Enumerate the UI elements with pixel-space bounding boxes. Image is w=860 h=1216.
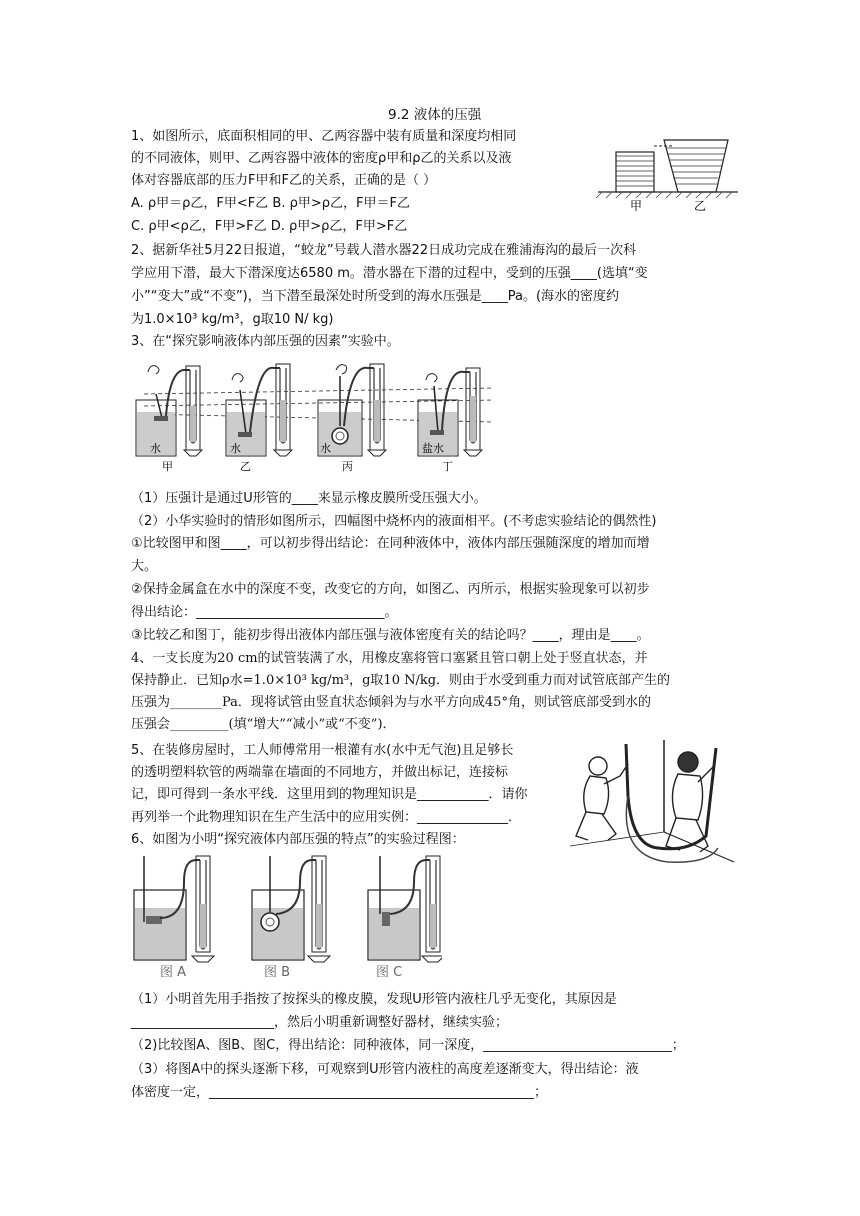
q6-sub-1: （1）小明首先用手指按了按探头的橡皮膜，发现U形管内液柱几乎无变化，其原因是 bbox=[131, 992, 617, 1007]
q2-line-4: 为1.0×10³ kg/m³，g取10 N/ kg) bbox=[131, 312, 334, 327]
gauge-label-ding: 丁 bbox=[442, 460, 453, 473]
q4-line-2: 保持静止．已知ρ水=1.0×10³ kg/m³，g取10 N/kg．则由于水受到重力而对试管底部产生的 bbox=[131, 673, 671, 688]
q2-line-2: 学应用下潜，最大下潜深度达6580 m。潜水器在下潜的过程中，受到的压强____(选填“变 bbox=[131, 266, 648, 281]
experiment-unit-b bbox=[252, 856, 330, 980]
q3-sub-2: （2）小华实验时的情形如图所示，四幅图中烧杯内的液面相平。(不考虑实验结论的偶然性) bbox=[131, 514, 657, 529]
q6-line-1: 6、如图为小明“探究液体内部压强的特点”的实验过程图： bbox=[131, 832, 465, 847]
figure-label-a: 图 A bbox=[160, 965, 187, 980]
q6-sub-3-cont: 体密度一定，__________________________________________________； bbox=[131, 1085, 548, 1100]
worker-left bbox=[576, 757, 628, 840]
q1-line-2: 的不同液体，则甲、乙两容器中液体的密度ρ甲和ρ乙的关系以及液 bbox=[131, 151, 512, 166]
liquid-label-bing: 水 bbox=[320, 442, 331, 455]
liquid-label-ding: 盐水 bbox=[422, 442, 444, 455]
q5-line-2: 的透明塑料软管的两端靠在墙面的不同地方，并做出标记，连接标 bbox=[131, 765, 509, 780]
container-yi-label: 乙 bbox=[694, 199, 707, 213]
q4-line-4: 压强会_________(填“增大”“减小”或“不变”)． bbox=[131, 717, 396, 732]
q6-sub-2: （2)比较图A、图B、图C，得出结论：同种液体，同一深度，_____________________________； bbox=[131, 1038, 685, 1053]
q3-pressure-gauge-figure bbox=[134, 356, 504, 476]
q2-line-1: 2、据新华社5月22日报道，“蛟龙”号载人潜水器22日成功完成在雅浦海沟的最后一次科 bbox=[131, 243, 637, 258]
q1-option-ab: A. ρ甲＝ρ乙，F甲<F乙 B. ρ甲>ρ乙，F甲＝F乙 bbox=[131, 196, 410, 211]
gauge-label-jia: 甲 bbox=[162, 460, 173, 473]
q1-line-1: 1、如图所示，底面积相同的甲、乙两容器中装有质量和深度均相同 bbox=[131, 129, 517, 144]
q4-line-1: 4、一支长度为20 cm的试管装满了水，用橡皮塞将管口塞紧且管口朝上处于竖直状态，并 bbox=[131, 651, 648, 666]
q1-line-3: 体对容器底部的压力F甲和F乙的关系，正确的是（ ） bbox=[131, 173, 437, 188]
q3-sub-2a: ①比较图甲和图____，可以初步得出结论：在同种液体中，液体内部压强随深度的增加而增 bbox=[131, 536, 650, 551]
q5-line-1: 5、在装修房屋时，工人师傅常用一根灌有水(水中无气泡)且足够长 bbox=[131, 743, 514, 758]
container-yi bbox=[664, 140, 728, 192]
q3-sub-1: （1）压强计是通过U形管的____来显示橡皮膜所受压强大小。 bbox=[131, 491, 487, 506]
q5-workers-illustration bbox=[568, 736, 738, 874]
q1-option-cd: C. ρ甲<ρ乙，F甲>F乙 D. ρ甲>ρ乙，F甲>F乙 bbox=[131, 219, 408, 234]
figure-label-c: 图 C bbox=[376, 965, 403, 980]
q5-line-4: 再列举一个此物理知识在生产生活中的应用实例：______________． bbox=[131, 810, 522, 825]
gauge-label-yi: 乙 bbox=[240, 460, 251, 473]
gauge-label-bing: 丙 bbox=[342, 460, 353, 473]
q3-sub-2c: ③比较乙和图丁，能初步得出液体内部压强与液体密度有关的结论吗？____，理由是____。 bbox=[131, 628, 650, 643]
gauge-unit-jia bbox=[136, 366, 202, 473]
gauge-unit-yi bbox=[226, 364, 292, 473]
q4-line-3: 压强为________Pa．现将试管由竖直状态倾斜为与水平方向成45°角，则试管底部受到水的 bbox=[131, 695, 651, 710]
q6-sub-1-cont: ______________________，然后小明重新调整好器材，继续实验； bbox=[131, 1015, 509, 1030]
q3-sub-2b: ②保持金属盒在水中的深度不变，改变它的方向，如图乙、丙所示，根据实验现象可以初步 bbox=[131, 582, 650, 597]
q2-line-3: 小”“变大”或“不变”)，当下潜至最深处时所受到的海水压强是____Pa。(海水的密度约 bbox=[131, 289, 620, 304]
gauge-unit-bing bbox=[318, 364, 386, 473]
q3-line-1: 3、在“探究影响液体内部压强的因素”实验中。 bbox=[131, 334, 400, 349]
container-jia bbox=[616, 152, 654, 192]
q5-line-3: 记，即可得到一条水平线．这里用到的物理知识是___________．请你 bbox=[131, 787, 528, 802]
figure-label-b: 图 B bbox=[264, 965, 291, 980]
container-jia-label: 甲 bbox=[630, 199, 643, 213]
experiment-unit-c bbox=[368, 856, 442, 980]
liquid-label-jia: 水 bbox=[150, 442, 161, 455]
q3-sub-2a-cont: 大。 bbox=[131, 559, 158, 574]
q1-containers-figure bbox=[592, 126, 742, 214]
gauge-unit-ding bbox=[418, 368, 482, 473]
q3-sub-2b-cont: 得出结论：_____________________________。 bbox=[131, 605, 398, 620]
page-title: 9.2 液体的压强 bbox=[388, 107, 482, 123]
q6-experiment-figure bbox=[132, 852, 442, 980]
liquid-label-yi: 水 bbox=[230, 442, 241, 455]
experiment-unit-a bbox=[134, 856, 214, 980]
q6-sub-3: （3）将图A中的探头逐渐下移，可观察到U形管内液柱的高度差逐渐变大，得出结论：液 bbox=[131, 1062, 639, 1077]
